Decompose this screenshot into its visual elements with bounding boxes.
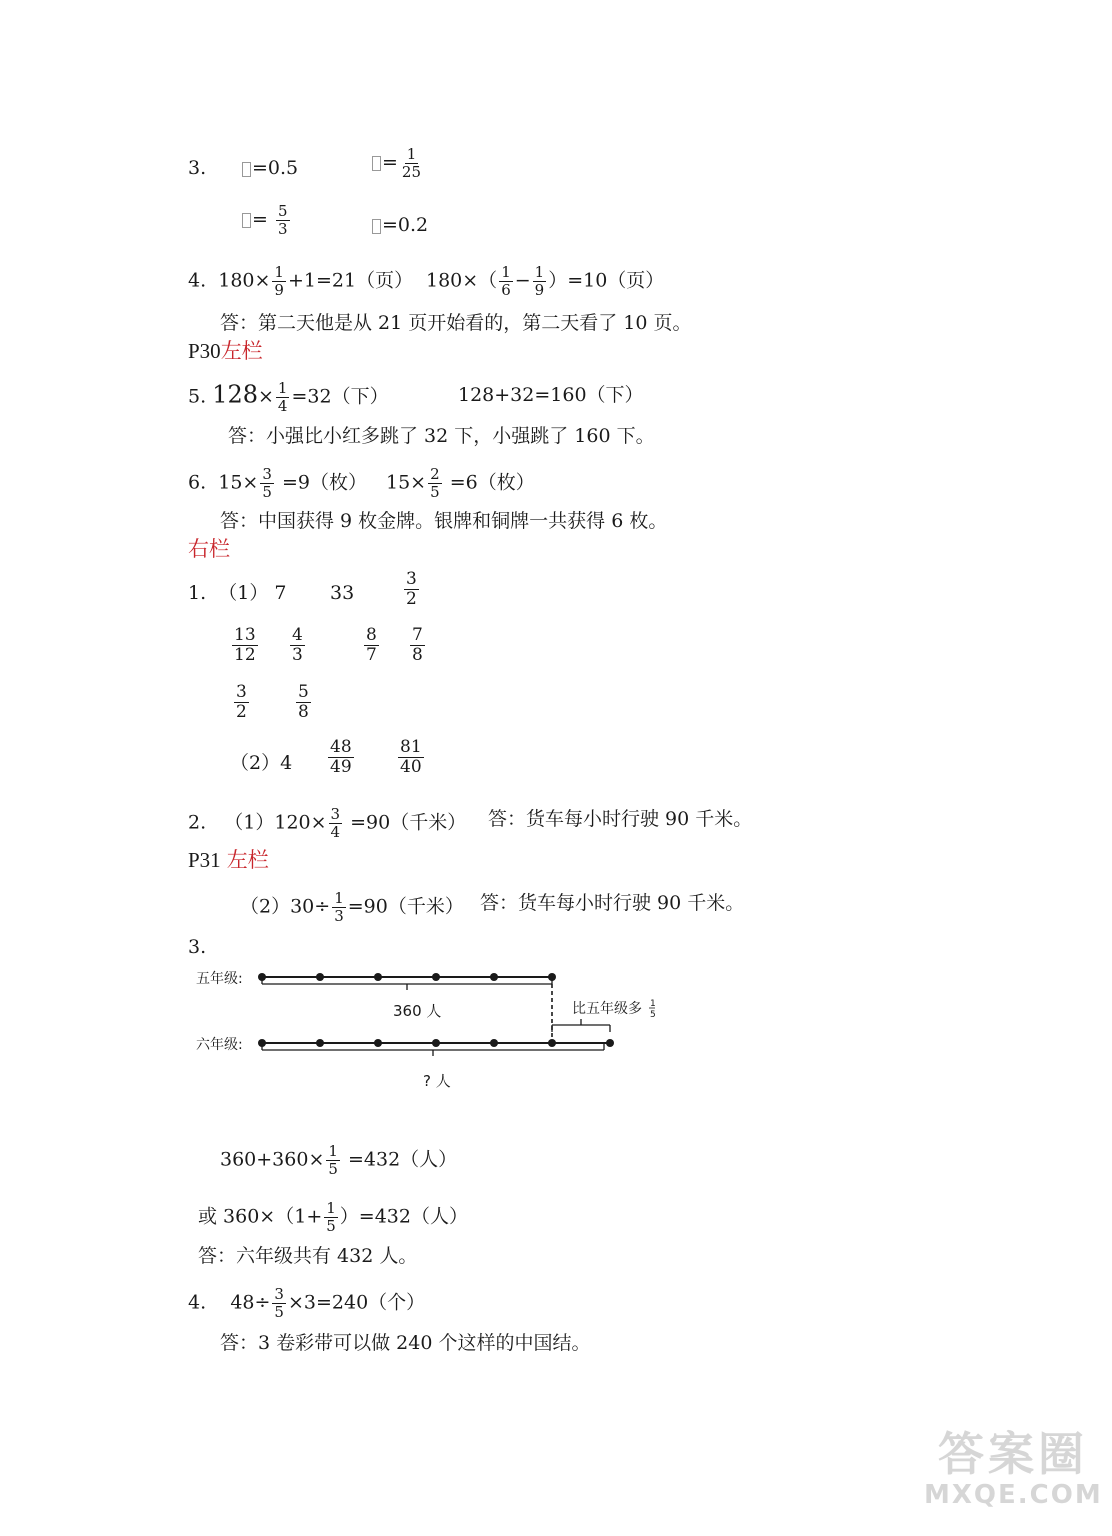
r1-value-33: 33 (330, 582, 355, 604)
q3-number: 3. (188, 157, 207, 179)
p31-header: P31 左栏 (188, 848, 269, 872)
segment-dot (490, 1039, 498, 1047)
watermark-logo: 答案圈 MXQE.COM (924, 1427, 1103, 1510)
r3-equation-1: 360+360× $\frac{1}{5}$ =432（人） (220, 1142, 458, 1178)
r1-frac-81-40: $\frac{81}{40}$ (400, 737, 422, 777)
segment-dot (432, 1039, 440, 1047)
q4-answer: 答：第二天他是从 21 页开始看的，第二天看了 10 页。 (220, 312, 692, 334)
blank-box-icon (372, 156, 381, 171)
row1-label: 五年级: (196, 971, 243, 987)
r1-frac-4-3: $\frac{4}{3}$ (292, 625, 303, 665)
q3-answer-3: = $\frac{5}{3}$ (242, 203, 292, 238)
r3-number: 3. (188, 936, 207, 958)
r2-equation-2: （2）30÷ $\frac{1}{3}$ =90（千米） (240, 889, 464, 925)
q3-answer-4: =0.2 (372, 212, 428, 238)
line-segment-diagram (190, 960, 670, 1095)
segment-dot (548, 1039, 556, 1047)
segment-dot (374, 973, 382, 981)
r1-frac-7-8: $\frac{7}{8}$ (412, 625, 423, 665)
segment-dot (432, 973, 440, 981)
r1-frac-3-2: $\frac{3}{2}$ (406, 569, 417, 609)
q6-equation-2: 15× $\frac{2}{5}$ =6（枚） (386, 465, 535, 501)
segment-dot (490, 973, 498, 981)
r1-frac-3-2-b: $\frac{3}{2}$ (236, 682, 247, 722)
row1-value: 360 人 (393, 1002, 442, 1020)
q5-equation-1: 5. 128× $\frac{1}{4}$ =32（下） (188, 379, 389, 415)
right-column-header: 右栏 (188, 537, 230, 561)
q6-equation-1: 6. 15× $\frac{3}{5}$ =9（枚） (188, 465, 367, 501)
bracket-label: 比五年级多 (572, 1001, 642, 1017)
segment-dot (374, 1039, 382, 1047)
segment-dot (606, 1039, 614, 1047)
r4-answer: 答：3 卷彩带可以做 240 个这样的中国结。 (220, 1332, 591, 1354)
q5-equation-2: 128+32=160（下） (458, 384, 644, 406)
r3-answer: 答：六年级共有 432 人。 (198, 1245, 418, 1267)
q4-equation-1: 4. 180× $\frac{1}{9}$ +1=21（页） (188, 263, 414, 299)
segment-dot (316, 973, 324, 981)
r4-equation: 4. 48÷ $\frac{3}{5}$ ×3=240（个） (188, 1285, 426, 1321)
r1-part-2: （2）4 (230, 752, 293, 774)
row2-label: 六年级: (196, 1037, 243, 1053)
r2-answer-1: 答：货车每小时行驶 90 千米。 (488, 808, 753, 830)
p30-header: P30左栏 (188, 339, 263, 363)
r3-equation-2: 或 360×（1+ $\frac{1}{5}$ ）=432（人） (198, 1199, 468, 1235)
r2-equation-1: 2. （1）120× $\frac{3}{4}$ =90（千米） (188, 805, 467, 841)
row2-value: ? 人 (423, 1072, 451, 1090)
q3-answer-2: = $\frac{1}{25}$ (372, 146, 425, 181)
r1-frac-13-12: $\frac{13}{12}$ (234, 625, 256, 665)
r1-frac-48-49: $\frac{48}{49}$ (330, 737, 352, 777)
q6-answer: 答：中国获得 9 枚金牌。银牌和铜牌一共获得 6 枚。 (220, 510, 668, 532)
blank-box-icon (372, 219, 381, 234)
q4-equation-2: 180×（ $\frac{1}{6}$ − $\frac{1}{9}$ ）=10（页） (426, 263, 665, 299)
segment-dot (258, 973, 266, 981)
bracket-frac-den: 5 (650, 1010, 656, 1020)
blank-box-icon (242, 213, 251, 228)
r1-row-1: 1. （1） 7 (188, 582, 287, 604)
bracket-frac-num: 1 (650, 999, 656, 1009)
r1-frac-8-7: $\frac{8}{7}$ (366, 625, 377, 665)
segment-dot (258, 1039, 266, 1047)
segment-dot (548, 973, 556, 981)
q3-answer-1: =0.5 (242, 155, 298, 181)
q5-answer: 答：小强比小红多跳了 32 下，小强跳了 160 下。 (228, 425, 655, 447)
r2-answer-2: 答：货车每小时行驶 90 千米。 (480, 892, 745, 914)
blank-box-icon (242, 162, 251, 177)
r1-frac-5-8: $\frac{5}{8}$ (298, 682, 309, 722)
segment-dot (316, 1039, 324, 1047)
